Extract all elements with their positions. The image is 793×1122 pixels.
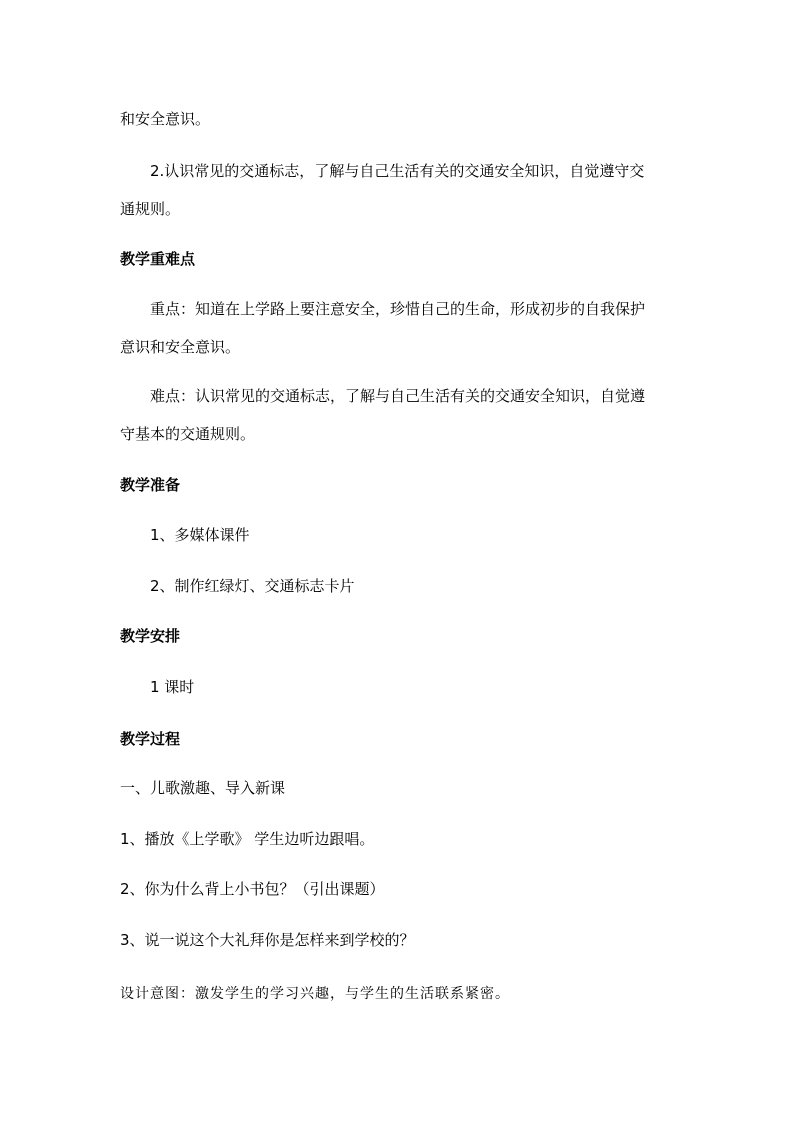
key-point-line: 重点：知道在上学路上要注意安全，珍惜自己的生命，形成初步的自我保护 <box>150 300 646 318</box>
list-item: 1、多媒体课件 <box>150 526 250 544</box>
list-item: 3、说一说这个大礼拜你是怎样来到学校的？ <box>120 931 415 949</box>
objective-2-line: 通规则。 <box>120 200 181 218</box>
list-item: 1、播放《上学歌》 学生边听边跟唱。 <box>120 830 375 848</box>
section-heading-difficulty: 教学重难点 <box>120 250 196 268</box>
list-item: 2、制作红绿灯、交通标志卡片 <box>150 577 355 595</box>
step-title: 一、儿歌激趣、导入新课 <box>120 779 286 797</box>
section-heading-preparation: 教学准备 <box>120 476 181 494</box>
key-point-line: 意识和安全意识。 <box>120 338 241 356</box>
difficult-point-line: 难点：认识常见的交通标志，了解与自己生活有关的交通安全知识，自觉遵 <box>150 387 646 405</box>
design-intent-note: 设计意图：激发学生的学习兴趣，与学生的生活联系紧密。 <box>120 986 510 1002</box>
section-heading-process: 教学过程 <box>120 730 181 748</box>
objective-2-line: 2.认识常见的交通标志，了解与自己生活有关的交通安全知识，自觉遵守交 <box>150 162 645 180</box>
difficult-point-line: 守基本的交通规则。 <box>120 425 256 443</box>
schedule-text: 1 课时 <box>150 678 195 696</box>
section-heading-schedule: 教学安排 <box>120 627 181 645</box>
list-item: 2、你为什么背上小书包？（引出课题） <box>120 880 385 898</box>
paragraph-line: 和安全意识。 <box>120 110 211 128</box>
